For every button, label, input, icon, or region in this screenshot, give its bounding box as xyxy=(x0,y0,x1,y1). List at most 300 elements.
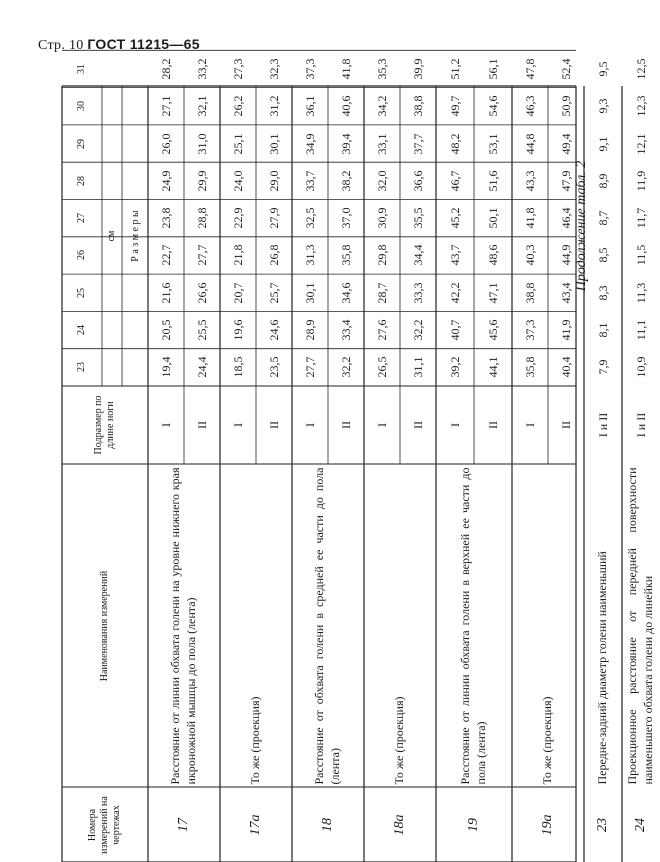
value-4-0-1-text: 40,7 xyxy=(447,319,462,341)
subsize-3-0 xyxy=(364,386,400,464)
value-2-1-8 xyxy=(328,50,364,87)
value-0-0-3 xyxy=(148,237,184,274)
value-0-1-7-text: 32,1 xyxy=(194,95,209,117)
value-6-0-0 xyxy=(584,349,622,386)
subsize-1-1 xyxy=(256,386,292,464)
size-header-24 xyxy=(62,311,102,348)
value-3-0-3 xyxy=(364,237,400,274)
subsize-6-0 xyxy=(584,386,622,464)
value-1-0-8-text: 27,3 xyxy=(230,58,245,80)
size-header-27-text: 27 xyxy=(76,213,87,224)
subsize-3-0-text: I xyxy=(374,423,389,427)
value-5-0-3 xyxy=(512,237,548,274)
value-5-0-8 xyxy=(512,50,548,87)
subsize-0-0 xyxy=(148,386,184,464)
value-1-1-2-text: 25,7 xyxy=(266,282,281,304)
value-2-1-1 xyxy=(328,311,364,348)
value-3-0-0 xyxy=(364,349,400,386)
value-3-1-5 xyxy=(400,162,436,199)
value-2-1-6 xyxy=(328,125,364,162)
value-0-1-1-text: 25,5 xyxy=(194,319,209,341)
value-7-0-3 xyxy=(622,237,660,274)
value-2-1-8-text: 41,8 xyxy=(338,58,353,80)
value-7-0-2 xyxy=(622,274,660,311)
row-name-5 xyxy=(512,464,584,787)
value-0-0-0-text: 19,4 xyxy=(158,356,173,378)
subsize-4-0-text: I xyxy=(447,423,462,427)
value-0-0-8-text: 28,2 xyxy=(158,58,173,80)
row-number-5 xyxy=(512,787,584,862)
value-3-1-6-text: 37,7 xyxy=(410,133,425,155)
row-name-0-text: Расстояние от линии обхвата голени на уровне нижнего края икроножной мышцы до пола (лента) xyxy=(168,467,198,784)
row-number-5-text: 19а xyxy=(539,814,555,835)
value-5-1-5-text: 47,9 xyxy=(558,170,573,192)
value-3-0-2-text: 28,7 xyxy=(374,282,389,304)
value-1-1-1 xyxy=(256,311,292,348)
value-7-0-0-text: 10,9 xyxy=(633,356,648,378)
value-0-1-6-text: 31,0 xyxy=(194,133,209,155)
size-header-26-text: 26 xyxy=(76,250,87,261)
value-1-1-8-text: 32,3 xyxy=(266,58,281,80)
value-3-1-2 xyxy=(400,274,436,311)
value-1-1-6-text: 30,1 xyxy=(266,133,281,155)
value-2-1-7 xyxy=(328,88,364,125)
value-4-1-7 xyxy=(474,88,512,125)
value-7-0-6-text: 12,1 xyxy=(633,133,648,155)
value-3-1-5-text: 36,6 xyxy=(410,170,425,192)
value-0-0-2-text: 21,6 xyxy=(158,282,173,304)
value-2-0-1-text: 28,9 xyxy=(302,319,317,341)
subsize-0-1-text: II xyxy=(194,421,209,429)
value-4-0-3-text: 43,7 xyxy=(447,244,462,266)
value-5-1-4-text: 46,4 xyxy=(558,207,573,229)
subsize-7-0-text: I и II xyxy=(633,412,648,438)
value-0-0-5-text: 24,9 xyxy=(158,170,173,192)
value-2-1-5-text: 38,2 xyxy=(338,170,353,192)
value-6-0-1 xyxy=(584,311,622,348)
value-1-0-3 xyxy=(220,237,256,274)
value-5-0-3-text: 40,3 xyxy=(522,244,537,266)
value-2-0-6-text: 34,9 xyxy=(302,133,317,155)
row-number-2-text: 18 xyxy=(319,817,335,832)
value-6-0-3-text: 8,5 xyxy=(595,247,610,263)
value-1-0-0-text: 18,5 xyxy=(230,356,245,378)
value-0-0-7 xyxy=(148,88,184,125)
value-0-0-1 xyxy=(148,311,184,348)
value-2-1-0-text: 32,2 xyxy=(338,356,353,378)
value-2-0-7 xyxy=(292,88,328,125)
value-0-0-1-text: 20,5 xyxy=(158,319,173,341)
subsize-1-1-text: II xyxy=(266,421,281,429)
value-4-1-3 xyxy=(474,237,512,274)
value-3-0-1-text: 27,6 xyxy=(374,319,389,341)
value-1-1-2 xyxy=(256,274,292,311)
subsize-0-1 xyxy=(184,386,220,464)
value-2-0-2 xyxy=(292,274,328,311)
value-3-0-3-text: 29,8 xyxy=(374,244,389,266)
row-number-2 xyxy=(292,787,364,862)
value-6-0-2 xyxy=(584,274,622,311)
value-0-0-3-text: 22,7 xyxy=(158,244,173,266)
value-5-1-8-text: 52,4 xyxy=(558,58,573,80)
value-1-0-8 xyxy=(220,50,256,87)
value-3-1-1-text: 32,2 xyxy=(410,319,425,341)
value-1-1-3-text: 26,8 xyxy=(266,244,281,266)
value-5-1-3-text: 44,9 xyxy=(558,244,573,266)
value-7-0-4-text: 11,7 xyxy=(633,207,648,229)
size-header-23-text: 23 xyxy=(76,362,87,373)
value-6-0-6-text: 9,1 xyxy=(595,136,610,152)
value-7-0-8-text: 12,5 xyxy=(633,58,648,80)
size-header-29-text: 29 xyxy=(76,138,87,149)
value-7-0-4 xyxy=(622,200,660,237)
size-header-31 xyxy=(62,50,102,87)
size-header-28-text: 28 xyxy=(76,175,87,186)
value-0-1-7 xyxy=(184,88,220,125)
value-7-0-7-text: 12,3 xyxy=(633,95,648,117)
header-sub-text: Подразмер по длине ноги xyxy=(93,395,116,455)
value-2-1-3-text: 35,8 xyxy=(338,244,353,266)
value-0-1-5 xyxy=(184,162,220,199)
value-5-0-0 xyxy=(512,349,548,386)
value-5-0-1-text: 37,3 xyxy=(522,319,537,341)
value-4-1-2 xyxy=(474,274,512,311)
row-name-3-text: То же (проекция) xyxy=(392,696,407,784)
size-header-26 xyxy=(62,237,102,274)
value-5-1-1 xyxy=(548,311,584,348)
value-4-1-1-text: 45,6 xyxy=(485,319,500,341)
value-0-1-3 xyxy=(184,237,220,274)
row-name-7-text: Проекционное расстояние от передней поверхности наименьшего обхвата голени до линейки xyxy=(625,467,655,784)
value-1-0-1 xyxy=(220,311,256,348)
value-1-0-7-text: 26,2 xyxy=(230,95,245,117)
value-2-0-4 xyxy=(292,200,328,237)
value-2-1-3 xyxy=(328,237,364,274)
value-1-0-6-text: 25,1 xyxy=(230,133,245,155)
subsize-2-1-text: II xyxy=(338,421,353,429)
value-2-1-0 xyxy=(328,349,364,386)
row-number-3 xyxy=(364,787,436,862)
value-0-0-8 xyxy=(148,50,184,87)
value-6-0-5 xyxy=(584,162,622,199)
value-6-0-5-text: 8,9 xyxy=(595,173,610,189)
value-1-1-5-text: 29,0 xyxy=(266,170,281,192)
value-2-0-8-text: 37,3 xyxy=(302,58,317,80)
value-7-0-7 xyxy=(622,88,660,125)
value-4-0-5-text: 46,7 xyxy=(447,170,462,192)
value-5-1-6-text: 49,4 xyxy=(558,133,573,155)
subsize-5-1-text: II xyxy=(558,421,573,429)
subsize-2-0 xyxy=(292,386,328,464)
size-header-30-text: 30 xyxy=(76,101,87,112)
value-2-0-5 xyxy=(292,162,328,199)
value-5-0-7 xyxy=(512,88,548,125)
value-6-0-3 xyxy=(584,237,622,274)
value-4-1-1 xyxy=(474,311,512,348)
subsize-5-1 xyxy=(548,386,584,464)
row-name-3 xyxy=(364,464,436,787)
value-5-1-2-text: 43,4 xyxy=(558,282,573,304)
header-name xyxy=(62,464,148,787)
size-header-31-text: 31 xyxy=(76,63,87,74)
value-0-1-3-text: 27,7 xyxy=(194,244,209,266)
value-5-0-2 xyxy=(512,274,548,311)
value-0-0-4 xyxy=(148,200,184,237)
value-4-0-8 xyxy=(436,50,474,87)
value-5-0-8-text: 47,8 xyxy=(522,58,537,80)
value-1-0-3-text: 21,8 xyxy=(230,244,245,266)
row-name-4-text: Расстояние от линии обхвата голени в верхней ее части до пола (лента) xyxy=(458,467,488,784)
row-number-4-text: 19 xyxy=(465,817,481,832)
value-4-0-2-text: 42,2 xyxy=(447,282,462,304)
size-header-25 xyxy=(62,274,102,311)
value-3-0-5-text: 32,0 xyxy=(374,170,389,192)
value-5-0-5-text: 43,3 xyxy=(522,170,537,192)
value-4-1-8 xyxy=(474,50,512,87)
subsize-6-0-text: I и II xyxy=(595,412,610,438)
value-1-0-4 xyxy=(220,200,256,237)
value-3-1-8-text: 39,9 xyxy=(410,58,425,80)
value-7-0-1 xyxy=(622,311,660,348)
value-0-1-6 xyxy=(184,125,220,162)
value-3-1-2-text: 33,3 xyxy=(410,282,425,304)
value-2-0-1 xyxy=(292,311,328,348)
value-2-0-7-text: 36,1 xyxy=(302,95,317,117)
value-6-0-8 xyxy=(584,50,622,87)
value-7-0-6 xyxy=(622,125,660,162)
value-3-0-7 xyxy=(364,88,400,125)
value-7-0-2-text: 11,3 xyxy=(633,282,648,304)
value-5-0-5 xyxy=(512,162,548,199)
row-number-1 xyxy=(220,787,292,862)
value-2-1-4-text: 37,0 xyxy=(338,207,353,229)
value-2-0-0 xyxy=(292,349,328,386)
value-4-1-7-text: 54,6 xyxy=(485,95,500,117)
subsize-5-0-text: I xyxy=(522,423,537,427)
value-3-0-1 xyxy=(364,311,400,348)
value-2-1-4 xyxy=(328,200,364,237)
value-1-0-5-text: 24,0 xyxy=(230,170,245,192)
value-0-0-7-text: 27,1 xyxy=(158,95,173,117)
value-1-0-7 xyxy=(220,88,256,125)
size-header-28 xyxy=(62,162,102,199)
value-1-0-5 xyxy=(220,162,256,199)
value-7-0-3-text: 11,5 xyxy=(633,245,648,266)
value-6-0-6 xyxy=(584,125,622,162)
row-name-1-text: То же (проекция) xyxy=(248,696,263,784)
value-5-0-4-text: 41,8 xyxy=(522,207,537,229)
row-number-7-text: 24 xyxy=(632,817,648,832)
value-5-1-1-text: 41,9 xyxy=(558,319,573,341)
row-name-0 xyxy=(148,464,220,787)
value-3-1-8 xyxy=(400,50,436,87)
value-0-1-4-text: 28,8 xyxy=(194,207,209,229)
value-0-0-4-text: 23,8 xyxy=(158,207,173,229)
row-number-0 xyxy=(148,787,220,862)
value-2-1-1-text: 33,4 xyxy=(338,319,353,341)
value-3-0-7-text: 34,2 xyxy=(374,95,389,117)
value-4-0-4-text: 45,2 xyxy=(447,207,462,229)
value-1-0-1-text: 19,6 xyxy=(230,319,245,341)
value-3-1-4-text: 35,5 xyxy=(410,207,425,229)
value-4-0-0-text: 39,2 xyxy=(447,356,462,378)
value-2-1-2-text: 34,6 xyxy=(338,282,353,304)
row-name-7 xyxy=(622,464,660,787)
value-4-0-2 xyxy=(436,274,474,311)
value-0-0-6 xyxy=(148,125,184,162)
value-0-1-1 xyxy=(184,311,220,348)
subsize-1-0 xyxy=(220,386,256,464)
row-number-6 xyxy=(584,787,622,862)
value-2-0-8 xyxy=(292,50,328,87)
value-1-1-3 xyxy=(256,237,292,274)
value-4-0-6-text: 48,2 xyxy=(447,133,462,155)
header-sub xyxy=(62,386,148,464)
subsize-3-1 xyxy=(400,386,436,464)
value-4-1-6 xyxy=(474,125,512,162)
value-4-0-0 xyxy=(436,349,474,386)
value-3-0-6 xyxy=(364,125,400,162)
value-1-0-0 xyxy=(220,349,256,386)
value-6-0-0-text: 7,9 xyxy=(595,359,610,375)
header-unit-text: см xyxy=(106,230,117,242)
value-4-0-6 xyxy=(436,125,474,162)
value-3-1-0-text: 31,1 xyxy=(410,356,425,378)
value-0-0-0 xyxy=(148,349,184,386)
value-2-0-0-text: 27,7 xyxy=(302,356,317,378)
row-number-0-text: 17 xyxy=(175,817,191,832)
value-3-0-8 xyxy=(364,50,400,87)
value-0-1-0 xyxy=(184,349,220,386)
value-4-0-7 xyxy=(436,88,474,125)
page-label: Стр. 10 xyxy=(38,38,84,53)
row-name-5-text: То же (проекция) xyxy=(540,696,555,784)
subsize-1-0-text: I xyxy=(230,423,245,427)
value-3-1-6 xyxy=(400,125,436,162)
value-2-1-2 xyxy=(328,274,364,311)
subsize-2-0-text: I xyxy=(302,423,317,427)
row-name-4 xyxy=(436,464,512,787)
subsize-4-1 xyxy=(474,386,512,464)
value-7-0-1-text: 11,1 xyxy=(633,319,648,341)
value-3-1-4 xyxy=(400,200,436,237)
value-5-1-7 xyxy=(548,88,584,125)
row-name-6-text: Передне-задний диаметр голени наименьший xyxy=(595,550,610,784)
value-4-1-3-text: 48,6 xyxy=(485,244,500,266)
value-2-1-6-text: 39,4 xyxy=(338,133,353,155)
header-sizes-title-text: Р а з м е р ы xyxy=(130,210,141,262)
value-3-0-5 xyxy=(364,162,400,199)
header-sizes-title xyxy=(122,86,150,386)
row-name-6 xyxy=(584,464,622,787)
value-0-0-5 xyxy=(148,162,184,199)
value-3-0-4 xyxy=(364,200,400,237)
row-number-4 xyxy=(436,787,512,862)
value-4-1-4-text: 50,1 xyxy=(485,207,500,229)
value-5-1-0-text: 40,4 xyxy=(558,356,573,378)
value-6-0-7 xyxy=(584,88,622,125)
subsize-7-0 xyxy=(622,386,660,464)
value-2-0-5-text: 33,7 xyxy=(302,170,317,192)
value-2-0-3 xyxy=(292,237,328,274)
value-3-0-2 xyxy=(364,274,400,311)
value-7-0-0 xyxy=(622,349,660,386)
value-0-1-2 xyxy=(184,274,220,311)
value-1-1-7-text: 31,2 xyxy=(266,95,281,117)
value-6-0-8-text: 9,5 xyxy=(595,61,610,77)
row-number-7 xyxy=(622,787,660,862)
value-4-0-7-text: 49,7 xyxy=(447,95,462,117)
value-0-0-2 xyxy=(148,274,184,311)
value-4-1-5 xyxy=(474,162,512,199)
subsize-5-0 xyxy=(512,386,548,464)
value-6-0-4 xyxy=(584,200,622,237)
value-3-1-3-text: 34,4 xyxy=(410,244,425,266)
value-4-1-5-text: 51,6 xyxy=(485,170,500,192)
row-number-3-text: 18а xyxy=(391,814,407,835)
subsize-3-1-text: II xyxy=(410,421,425,429)
value-2-0-6 xyxy=(292,125,328,162)
value-4-0-1 xyxy=(436,311,474,348)
value-0-1-8 xyxy=(184,50,220,87)
value-6-0-4-text: 8,7 xyxy=(595,210,610,226)
row-number-6-text: 23 xyxy=(594,817,610,832)
subsize-4-0 xyxy=(436,386,474,464)
value-4-1-0-text: 44,1 xyxy=(485,356,500,378)
value-2-1-5 xyxy=(328,162,364,199)
value-1-1-8 xyxy=(256,50,292,87)
value-3-0-0-text: 26,5 xyxy=(374,356,389,378)
value-1-1-0 xyxy=(256,349,292,386)
value-5-0-7-text: 46,3 xyxy=(522,95,537,117)
value-0-1-0-text: 24,4 xyxy=(194,356,209,378)
table-continuation-label: Продолжение табл. 2 xyxy=(574,160,589,292)
value-3-1-3 xyxy=(400,237,436,274)
size-header-24-text: 24 xyxy=(76,325,87,336)
value-5-1-5 xyxy=(548,162,584,199)
value-5-1-0 xyxy=(548,349,584,386)
value-6-0-2-text: 8,3 xyxy=(595,285,610,301)
row-name-2-text: Расстояние от обхвата голени в средней ее части до пола (лента) xyxy=(312,467,342,784)
value-1-0-6 xyxy=(220,125,256,162)
value-3-1-7-text: 38,8 xyxy=(410,95,425,117)
value-7-0-5 xyxy=(622,162,660,199)
value-6-0-1-text: 8,1 xyxy=(595,322,610,338)
size-header-29 xyxy=(62,125,102,162)
subsize-0-0-text: I xyxy=(158,423,173,427)
value-4-1-2-text: 47,1 xyxy=(485,282,500,304)
value-4-0-4 xyxy=(436,200,474,237)
value-5-0-1 xyxy=(512,311,548,348)
size-header-25-text: 25 xyxy=(76,287,87,298)
value-5-1-8 xyxy=(548,50,584,87)
size-header-23 xyxy=(62,349,102,386)
header-name-text: Наименования измерений xyxy=(99,570,110,681)
value-7-0-8 xyxy=(622,50,660,87)
value-1-1-4 xyxy=(256,200,292,237)
header-num xyxy=(62,787,148,862)
value-0-1-5-text: 29,9 xyxy=(194,170,209,192)
size-header-27 xyxy=(62,200,102,237)
value-1-0-2 xyxy=(220,274,256,311)
value-0-1-8-text: 33,2 xyxy=(194,58,209,80)
value-4-1-6-text: 53,1 xyxy=(485,133,500,155)
value-2-1-7-text: 40,6 xyxy=(338,95,353,117)
value-5-0-4 xyxy=(512,200,548,237)
value-4-1-0 xyxy=(474,349,512,386)
value-1-1-6 xyxy=(256,125,292,162)
value-5-0-6 xyxy=(512,125,548,162)
